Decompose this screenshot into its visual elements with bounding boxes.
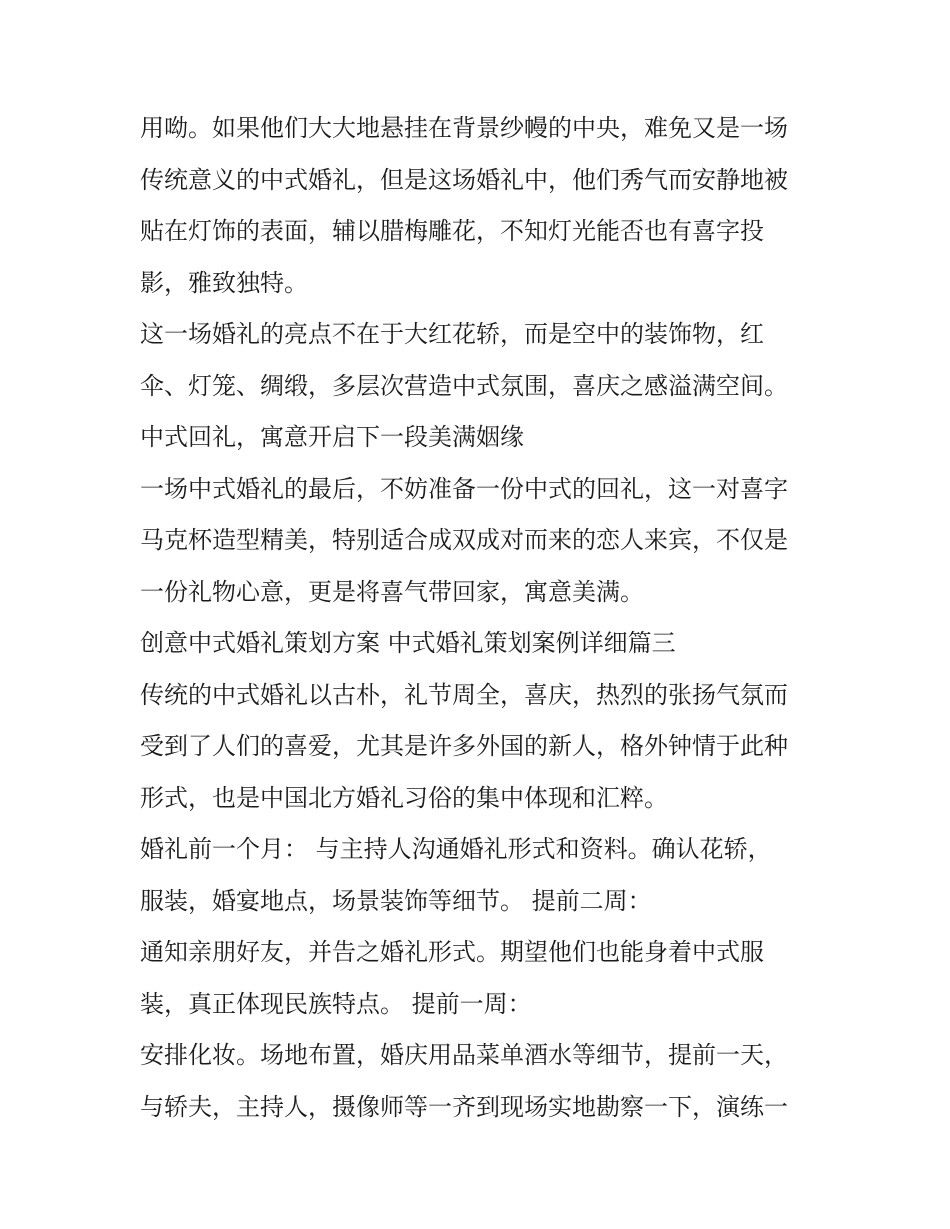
text-line: 受到了人们的喜爱，尤其是许多外国的新人，格外钟情于此种: [140, 732, 788, 760]
text-line: 服装，婚宴地点，场景装饰等细节。 提前二周：: [140, 886, 652, 915]
text-line: 婚礼前一个月： 与主持人沟通婚礼形式和资料。确认花轿，: [140, 835, 772, 863]
text-line: 马克杯造型精美，特别适合成双成对而来的恋人来宾，不仅是: [140, 526, 788, 554]
text-line: 与轿夫，主持人，摄像师等一齐到现场实地勘察一下，演练一: [140, 1092, 788, 1121]
text-line: 用呦。如果他们大大地悬挂在背景纱幔的中央，难免又是一场: [140, 114, 788, 142]
section-heading: 中式回礼，寓意开启下一段美满姻缘: [140, 423, 524, 451]
text-line: 贴在灯饰的表面，辅以腊梅雕花，不知灯光能否也有喜字投: [140, 217, 764, 245]
text-line: 装，真正体现民族特点。 提前一周：: [140, 989, 532, 1018]
text-line: 安排化妆。场地布置，婚庆用品菜单酒水等细节，提前一天，: [140, 1041, 788, 1069]
text-line: 一份礼物心意，更是将喜气带回家，寓意美满。: [140, 577, 644, 606]
text-line: 这一场婚礼的亮点不在于大红花轿，而是空中的装饰物，红: [140, 320, 764, 348]
text-line: 伞、灯笼、绸缎，多层次营造中式氛围，喜庆之感溢满空间。: [140, 371, 788, 400]
text-line: 传统意义的中式婚礼，但是这场婚礼中，他们秀气而安静地被: [140, 165, 788, 194]
section-heading: 创意中式婚礼策划方案 中式婚礼策划案例详细篇三: [140, 629, 676, 657]
text-line: 影，雅致独特。: [140, 268, 308, 297]
text-line: 形式，也是中国北方婚礼习俗的集中体现和汇粹。: [140, 783, 668, 812]
text-line: 传统的中式婚礼以古朴，礼节周全，喜庆，热烈的张扬气氛而: [140, 680, 788, 709]
text-line: 一场中式婚礼的最后，不妨准备一份中式的回礼，这一对喜字: [140, 474, 788, 503]
text-line: 通知亲朋好友，并告之婚礼形式。期望他们也能身着中式服: [140, 938, 764, 966]
document-body: [140, 103, 820, 1133]
